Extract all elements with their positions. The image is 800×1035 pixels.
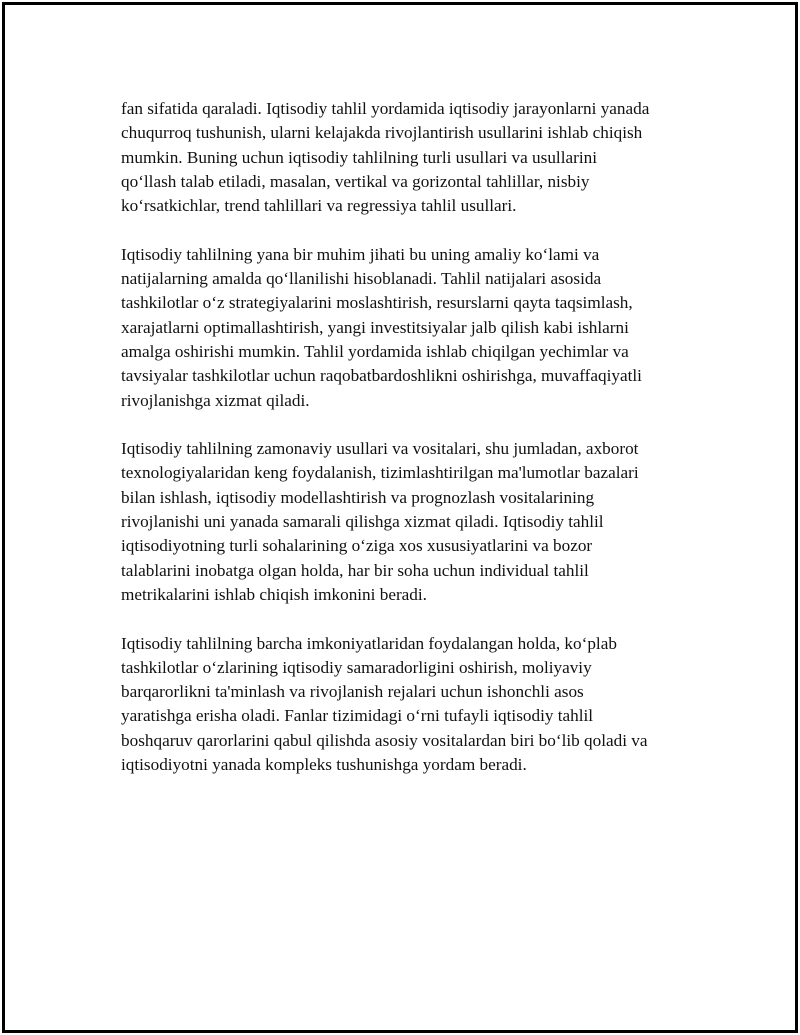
text-line: rivojlanishga xizmat qiladi. xyxy=(121,390,310,410)
paragraph-2 xyxy=(121,243,699,413)
text-line: yaratishga erisha oladi. Fanlar tizimidagi o‘rni tufayli iqtisodiy tahlil xyxy=(121,706,594,726)
text-line: mumkin. Buning uchun iqtisodiy tahlilning turli usullari va usullarini xyxy=(121,147,597,167)
text-line: bilan ishlash, iqtisodiy modellashtirish va prognozlash vositalarining xyxy=(121,487,595,507)
page-frame xyxy=(2,2,798,1033)
text-line: Iqtisodiy tahlilning zamonaviy usullari va vositalari, shu jumladan, axborot xyxy=(121,439,639,459)
text-line: Iqtisodiy tahlilning barcha imkoniyatlaridan foydalangan holda, ko‘plab xyxy=(121,633,617,653)
text-line: ko‘rsatkichlar, trend tahlillari va regressiya tahlil usullari. xyxy=(121,196,517,216)
paragraph-4 xyxy=(121,632,699,778)
text-line: fan sifatida qaraladi. Iqtisodiy tahlil yordamida iqtisodiy jarayonlarni yanada xyxy=(121,99,650,118)
text-line: texnologiyalaridan keng foydalanish, tizimlashtirilgan ma'lumotlar bazalari xyxy=(121,463,639,483)
text-line: iqtisodiyotning turli sohalarining o‘ziga xos xususiyatlarini va bozor xyxy=(121,536,593,556)
paragraph-1 xyxy=(121,97,699,218)
text-line: xarajatlarni optimallashtirish, yangi investitsiyalar jalb qilish kabi ishlarni xyxy=(121,317,629,337)
text-line: boshqaruv qarorlarini qabul qilishda asosiy vositalardan biri bo‘lib qoladi va xyxy=(121,730,648,750)
text-line: tashkilotlar o‘z strategiyalarini moslashtirish, resurslarni qayta taqsimlash, xyxy=(121,293,633,313)
text-line: iqtisodiyotni yanada kompleks tushunishga yordam beradi. xyxy=(121,755,527,775)
text-line: metrikalarini ishlab chiqish imkonini beradi. xyxy=(121,584,427,604)
paragraph-3 xyxy=(121,437,699,607)
text-line: tavsiyalar tashkilotlar uchun raqobatbardoshlikni oshirishga, muvaffaqiyatli xyxy=(121,366,642,386)
text-line: natijalarning amalda qo‘llanilishi hisoblanadi. Tahlil natijalari asosida xyxy=(121,269,602,289)
text-line: Iqtisodiy tahlilning yana bir muhim jihati bu uning amaliy ko‘lami va xyxy=(121,244,600,264)
text-line: qo‘llash talab etiladi, masalan, vertikal va gorizontal tahlillar, nisbiy xyxy=(121,171,590,191)
text-line: talablarini inobatga olgan holda, har bir soha uchun individual tahlil xyxy=(121,560,589,580)
text-line: rivojlanishi uni yanada samarali qilishga xizmat qiladi. Iqtisodiy tahlil xyxy=(121,512,604,532)
text-line: chuqurroq tushunish, ularni kelajakda rivojlantirish usullarini ishlab chiqish xyxy=(121,123,643,143)
text-line: amalga oshirishi mumkin. Tahlil yordamida ishlab chiqilgan yechimlar va xyxy=(121,341,629,361)
text-line: barqarorlikni ta'minlash va rivojlanish rejalari uchun ishonchli asos xyxy=(121,682,584,702)
document-body xyxy=(121,97,699,802)
text-line: tashkilotlar o‘zlarining iqtisodiy samaradorligini oshirish, moliyaviy xyxy=(121,657,592,677)
